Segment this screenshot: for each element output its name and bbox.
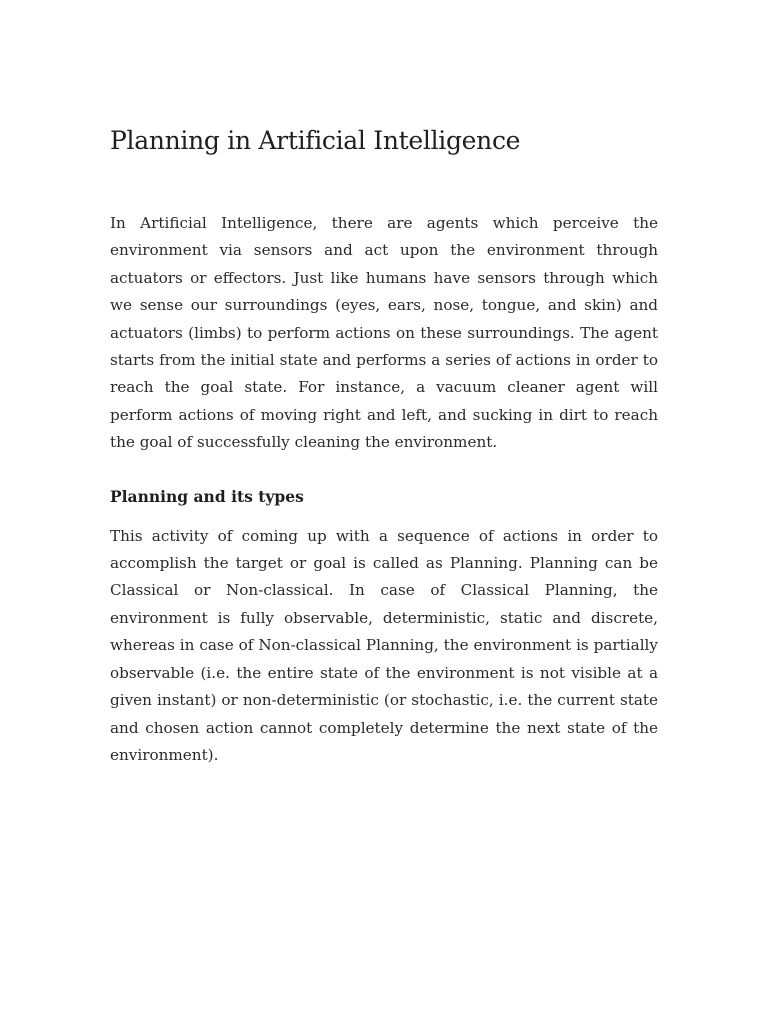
intro-paragraph: In Artificial Intelligence, there are agents which perceive the environment via sensors and act upon the environment through actuators or effectors. Just like humans have sensors through which we sense our surroundings (eyes, ears, nose, tongue, and skin) and actuators (limbs) to perform actions on these surroundings. The agent starts from the initial state and performs a series of actions in order to reach the goal state. For instance, a vacuum cleaner agent will perform actions of moving right and left, and sucking in dirt to reach the goal of successfully cleaning the environment.	[110, 214, 658, 452]
section-heading: Planning and its types	[110, 486, 304, 506]
section-paragraph: This activity of coming up with a sequence of actions in order to accomplish the target or goal is called as Planning. Planning can be Classical or Non-classical. In case of Classical Planning, the environment is fully observable, deterministic, static and discrete, whereas in case of Non-classical Planning, the environment is partially observable (i.e. the entire state of the environment is not visible at a given instant) or non-deterministic (or stochastic, i.e. the current state and chosen action cannot completely determine the next state of the environment).	[110, 526, 658, 764]
page-title: Planning in Artificial Intelligence	[110, 126, 521, 155]
document-content	[110, 122, 658, 769]
